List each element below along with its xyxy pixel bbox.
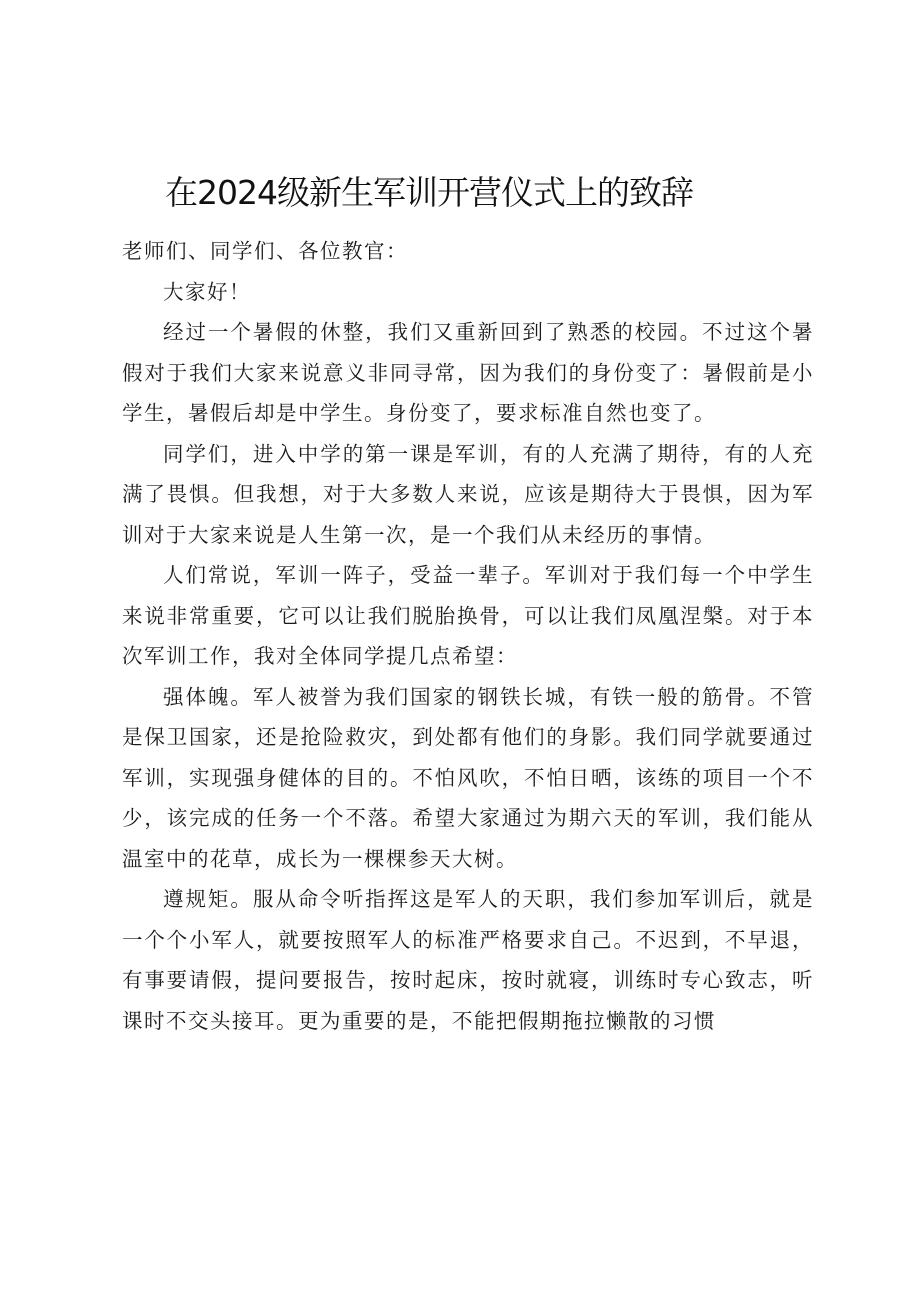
paragraph-greeting: 大家好！ — [163, 279, 251, 304]
paragraph-first-lesson: 同学们，进入中学的第一课是军训，有的人充满了期待，有的人充满了畏惧。但我想，对于大多数人来说，应该是期待大于畏惧，因为军训对于大家来说是人生第一次，是一个我们从未经历的事情。 — [122, 441, 814, 547]
paragraph-importance: 人们常说，军训一阵子，受益一辈子。军训对于我们每一个中学生来说非常重要，它可以让我们脱胎换骨，可以让我们凤凰涅槃。对于本次军训工作，我对全体同学提几点希望： — [122, 563, 814, 668]
document-body — [122, 231, 814, 1041]
salutation: 老师们、同学们、各位教官： — [122, 239, 408, 263]
paragraph-strong-body: 强体魄。军人被誉为我们国家的钢铁长城，有铁一般的筋骨。不管是保卫国家，还是抢险救灾，到处都有他们的身影。我们同学就要通过军训，实现强身健体的目的。不怕风吹，不怕日晒，该练的项目一个不少，该完成的任务一个不落。希望大家通过为期六天的军训，我们能从温室中的花草，成长为一棵棵参天大树。 — [122, 684, 814, 871]
paragraph-summer: 经过一个暑假的休整，我们又重新回到了熟悉的校园。不过这个暑假对于我们大家来说意义非同寻常，因为我们的身份变了：暑假前是小学生，暑假后却是中学生。身份变了，要求标准自然也变了。 — [122, 320, 814, 425]
paragraph-follow-rules: 遵规矩。服从命令听指挥这是军人的天职，我们参加军训后，就是一个个小军人，就要按照军人的标准严格要求自己。不迟到，不早退，有事要请假，提问要报告，按时起床，按时就寝，训练时专心致志，听课时不交头接耳。更为重要的是，不能把假期拖拉懒散的习惯 — [122, 887, 814, 1033]
document-title: 在2024级新生军训开营仪式上的致辞 — [165, 173, 693, 212]
